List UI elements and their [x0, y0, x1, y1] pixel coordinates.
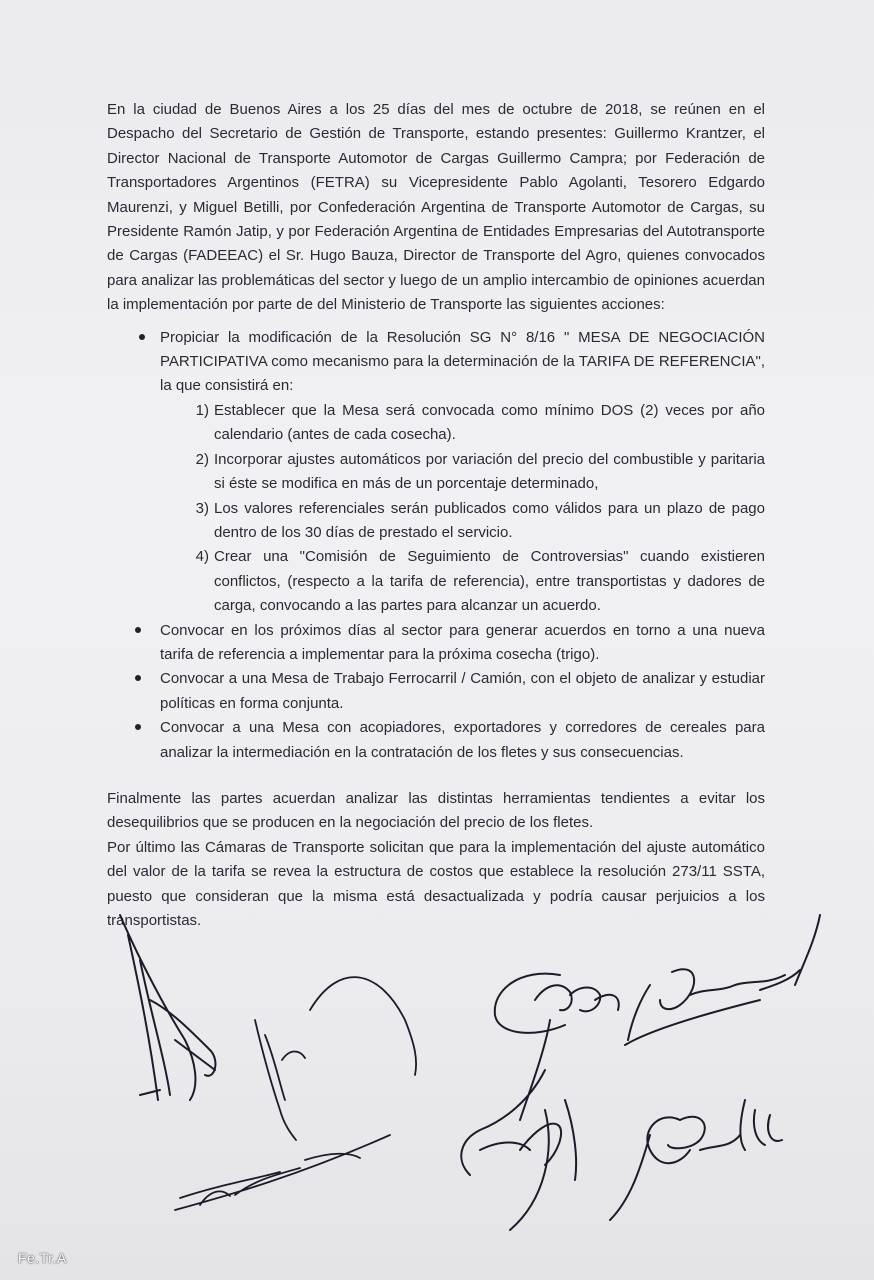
closing-paragraph: Por último las Cámaras de Transporte solicitan que para la implementación del ajuste automático del valor de la tarifa se revea la estructura de costos que establece la resolución 273/11 SSTA, puesto que consideran que la misma está desactualizada y podría causar perjuicios a los transportistas.: [107, 838, 765, 929]
list-item: [107, 326, 765, 619]
bullet-icon: [135, 627, 141, 633]
item-text: Incorporar ajustes automáticos por variación del precio del combustible y paritaria si éste se modifica en más de un porcentaje determinado,: [214, 450, 765, 493]
numbered-sublist: [107, 399, 765, 619]
signature-mark: [610, 1100, 782, 1220]
list-item: [107, 667, 765, 716]
list-item: [107, 399, 765, 448]
signature-mark: [120, 915, 215, 1100]
item-number: 1): [195, 401, 209, 419]
signature-mark: [175, 1135, 390, 1210]
bullet-text: Propiciar la modificación de la Resolución SG N° 8/16 " MESA DE NEGOCIACIÓN PARTICIPATIVA como mecanismo para la determinación de la TARIFA DE REFERENCIA", la que consistirá en:: [160, 328, 765, 395]
item-text: Crear una "Comisión de Seguimiento de Controversias" cuando existieren conflictos, (respecto a la tarifa de referencia), entre transportistas y dadores de carga, convocando a las partes para alcanzar un acuerdo.: [214, 548, 765, 615]
actions-list: [107, 326, 765, 765]
signature-mark: [461, 1070, 576, 1230]
signature-mark: [625, 915, 820, 1045]
item-text: Establecer que la Mesa será convocada como mínimo DOS (2) veces por año calendario (antes de cada cosecha).: [214, 401, 765, 444]
item-number: 3): [195, 499, 209, 517]
bullet-icon: [139, 334, 145, 340]
bullet-icon: [135, 724, 141, 730]
signature-mark: [495, 974, 619, 1120]
item-number: 2): [195, 450, 209, 468]
list-item: [107, 448, 765, 497]
bullet-text: Convocar en los próximos días al sector para generar acuerdos en torno a una nueva tarifa de referencia a implementar para la próxima cosecha (trigo).: [160, 621, 765, 663]
intro-paragraph: En la ciudad de Buenos Aires a los 25 días del mes de octubre de 2018, se reúnen en el Despacho del Secretario de Gestión de Transporte, estando presentes: Guillermo Krantzer, el Director Nacional de Transporte Automotor de Cargas Guillermo Campra; por Federación de Transportadores Argentinos (FETRA) su Vicepresidente Pablo Agolanti, Tesorero Edgardo Maurenzi, y Miguel Betilli, por Confederación Argentina de Transporte Automotor de Cargas, su Presidente Ramón Jatip, y por Federación Argentina de Entidades Empresarias del Autotransporte de Cargas (FADEEAC) el Sr. Hugo Bauza, Director de Transporte del Agro, quienes convocados para analizar las problemáticas del sector y luego de un amplio intercambio de opiniones acuerdan la implementación por parte de del Ministerio de Transporte las siguientes acciones:: [107, 101, 765, 314]
closing-paragraph: Finalmente las partes acuerdan analizar las distintas herramientas tendientes a evitar los desequilibrios que se producen en la negociación del precio de los fletes.: [107, 789, 765, 832]
bullet-text: Convocar a una Mesa de Trabajo Ferrocarril / Camión, con el objeto de analizar y estudiar políticas en forma conjunta.: [160, 670, 765, 712]
list-item: [107, 619, 765, 668]
list-item: [107, 497, 765, 546]
signatures-area: [0, 900, 874, 1260]
list-item: [107, 545, 765, 618]
bullet-text: Convocar a una Mesa con acopiadores, exportadores y corredores de cereales para analizar la intermediación en la contratación de los fletes y sus consecuencias.: [160, 719, 765, 761]
watermark: Fe.Tr.A: [18, 1250, 67, 1266]
document-body: [107, 98, 765, 933]
signature-mark: [255, 977, 416, 1140]
item-text: Los valores referenciales serán publicados como válidos para un plazo de pago dentro de los 30 días de prestado el servicio.: [214, 499, 765, 541]
list-item: [107, 716, 765, 765]
item-number: 4): [195, 548, 209, 566]
bullet-icon: [135, 675, 141, 681]
